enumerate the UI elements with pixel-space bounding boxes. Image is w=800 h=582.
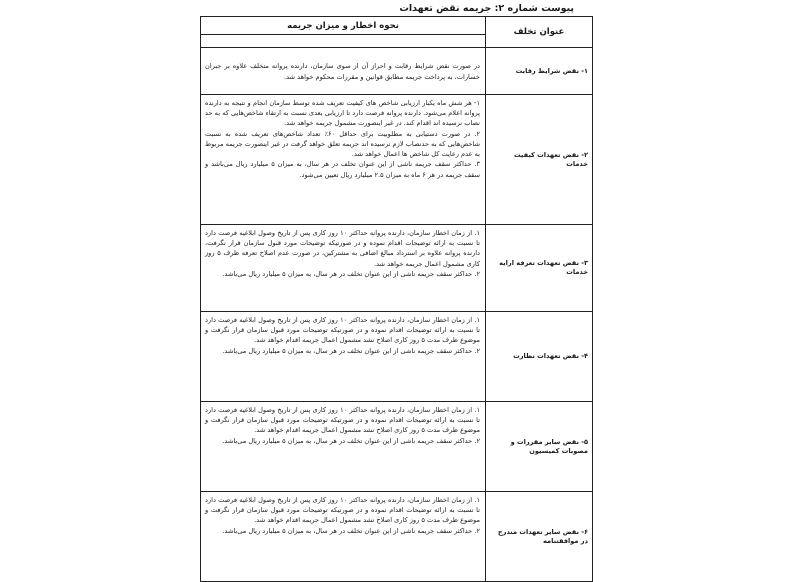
page-title: پیوست شماره ۲: جریمه نقض تعهدات bbox=[399, 3, 574, 14]
description-line: ۱. از زمان اخطار سازمان، دارنده پروانه حداکثر ۱۰ روز کاری پس از تاریخ وصول ابلاغیه فرصت دارد تا نسبت به ارائه توضیحات اقدام نموده و در صورتیکه توضیحات مورد قبول سازمان قرار نگرفت و موضوع ظرف مدت ۵ روز کاری اصلاح نشد مشمول اعمال جریمه اقدام خواهد شد. bbox=[205, 406, 480, 435]
description-line: ۱. از زمان اخطار سازمان، دارنده پروانه حداکثر ۱۰ روز کاری پس از تاریخ وصول ابلاغیه فرصت دارد تا نسبت به ارائه توضیحات اقدام نموده و در صورتیکه توضیحات مورد قبول سازمان قرار نگرفت و موضوع ظرف مدت ۵ روز کاری اصلاح نشد مشمول اعمال جریمه اقدام خواهد شد. bbox=[205, 316, 480, 345]
table-row bbox=[201, 312, 593, 402]
description-line: ۲. حداکثر سقف جریمه ناشی از این عنوان تخلف در هر سال، به میزان ۵ میلیارد ریال می‌باشد. bbox=[222, 436, 480, 445]
description-line: ۲. حداکثر سقف جریمه ناشی از این عنوان تخلف در هر سال، به میزان ۵ میلیارد ریال می‌باشد. bbox=[222, 346, 480, 355]
penalty-description bbox=[201, 312, 486, 402]
violation-title: ۱- نقض شرایط رقابت bbox=[486, 48, 593, 95]
violation-title: ۶- نقض سایر تعهدات مندرج در موافقتنامه bbox=[486, 492, 593, 582]
header-spacer bbox=[201, 35, 486, 48]
violation-title: ۲- نقض تعهدات کیفیت خدمات bbox=[486, 95, 593, 225]
violation-title: ۳- نقض تعهدات تعرفه ارایه خدمات bbox=[486, 225, 593, 312]
header-notice-and-penalty: نحوه اخطار و میزان جریمه bbox=[201, 17, 486, 35]
table-row bbox=[201, 492, 593, 582]
table-row bbox=[201, 95, 593, 225]
table-row bbox=[201, 225, 593, 312]
description-line: ۱. از زمان اخطار سازمان، دارنده پروانه حداکثر ۱۰ روز کاری پس از تاریخ وصول ابلاغیه فرصت دارد تا نسبت به ارائه توضیحات اقدام نموده و در صورتیکه توضیحات مورد قبول سازمان قرار نگرفت و موضوع ظرف مدت ۵ روز کاری اصلاح نشد مشمول اعمال جریمه اقدام خواهد شد. bbox=[205, 496, 480, 525]
violation-title: ۴- نقض تعهدات نظارت bbox=[486, 312, 593, 402]
header-violation-title: عنوان تخلف bbox=[486, 17, 593, 48]
penalty-table bbox=[200, 16, 593, 582]
penalty-description bbox=[201, 402, 486, 492]
description-line: ۲. حداکثر سقف جریمه ناشی از این عنوان تخلف در هر سال، به میزان ۵ میلیارد ریال می‌باشد. bbox=[222, 526, 480, 535]
table-row bbox=[201, 402, 593, 492]
penalty-description bbox=[201, 95, 486, 225]
description-line: ۱. از زمان اخطار سازمان، دارنده پروانه حداکثر ۱۰ روز کاری پس از تاریخ وصول ابلاغیه فرصت دارد تا نسبت به ارائه توضیحات اقدام نموده و در صورتیکه توضیحات مورد قبول سازمان قرار نگرفت، دارنده پروانه علاوه بر استرداد مبالغ اضافی به مشترکین، در صورت عدم اصلاح تعرفه ظرف ۵ روز کاری مشمول اعمال جریمه خواهد شد. bbox=[205, 229, 480, 268]
penalty-description bbox=[201, 225, 486, 312]
description-line: ۲. حداکثر سقف جریمه ناشی از این عنوان تخلف در هر سال، به میزان ۵ میلیارد ریال می‌باشد. bbox=[222, 269, 480, 278]
description-line: ۳. حداکثر سقف جریمه ناشی از این عنوان تخلف در هر سال، به میزان ۵ میلیارد ریال می‌باشد و سقف جریمه در هر ۶ ماه به میزان ۲.۵ میلیارد ریال تعیین می‌شود. bbox=[205, 160, 480, 179]
penalty-description bbox=[201, 48, 486, 95]
violation-title: ۵- نقض سایر مقررات و مصوبات کمیسیون bbox=[486, 402, 593, 492]
description-line: ۲. در صورت دستیابی به مطلوبیت برای حداقل ۶۰٪ تعداد شاخص‌های تعریف شده به نسبت شاخص‌هایی که به حدنصاب لازم نرسیده اند جریمه تعلق خواهد گرفت در غیر اینصورت جریمه مربوط به عدم رعایت کل شاخص ها اعمال خواهد شد. bbox=[205, 129, 480, 159]
penalty-description bbox=[201, 492, 486, 582]
description-line: ۱- هر شش ماه یکبار ارزیابی شاخص های کیفیت تعریف شده توسط سازمان انجام و نتیجه به دارنده پروانه اعلام می‌شود. دارنده پروانه فرصت دارد تا ارزیابی بعدی نسبت به ارتقاء شاخص‌هایی که به حد نصاب نرسیده اند اقدام کند. در غیر اینصورت مشمول جریمه خواهد شد. bbox=[205, 99, 480, 128]
table-row bbox=[201, 48, 593, 95]
table-header-row bbox=[201, 17, 593, 35]
description-line: در صورت نقض شرایط رقابت و احراز آن از سوی سازمان، دارنده پروانه متخلف علاوه بر جبران خسارات، به پرداخت جریمه مطابق قوانین و مقررات محکوم خواهد شد. bbox=[205, 62, 480, 81]
